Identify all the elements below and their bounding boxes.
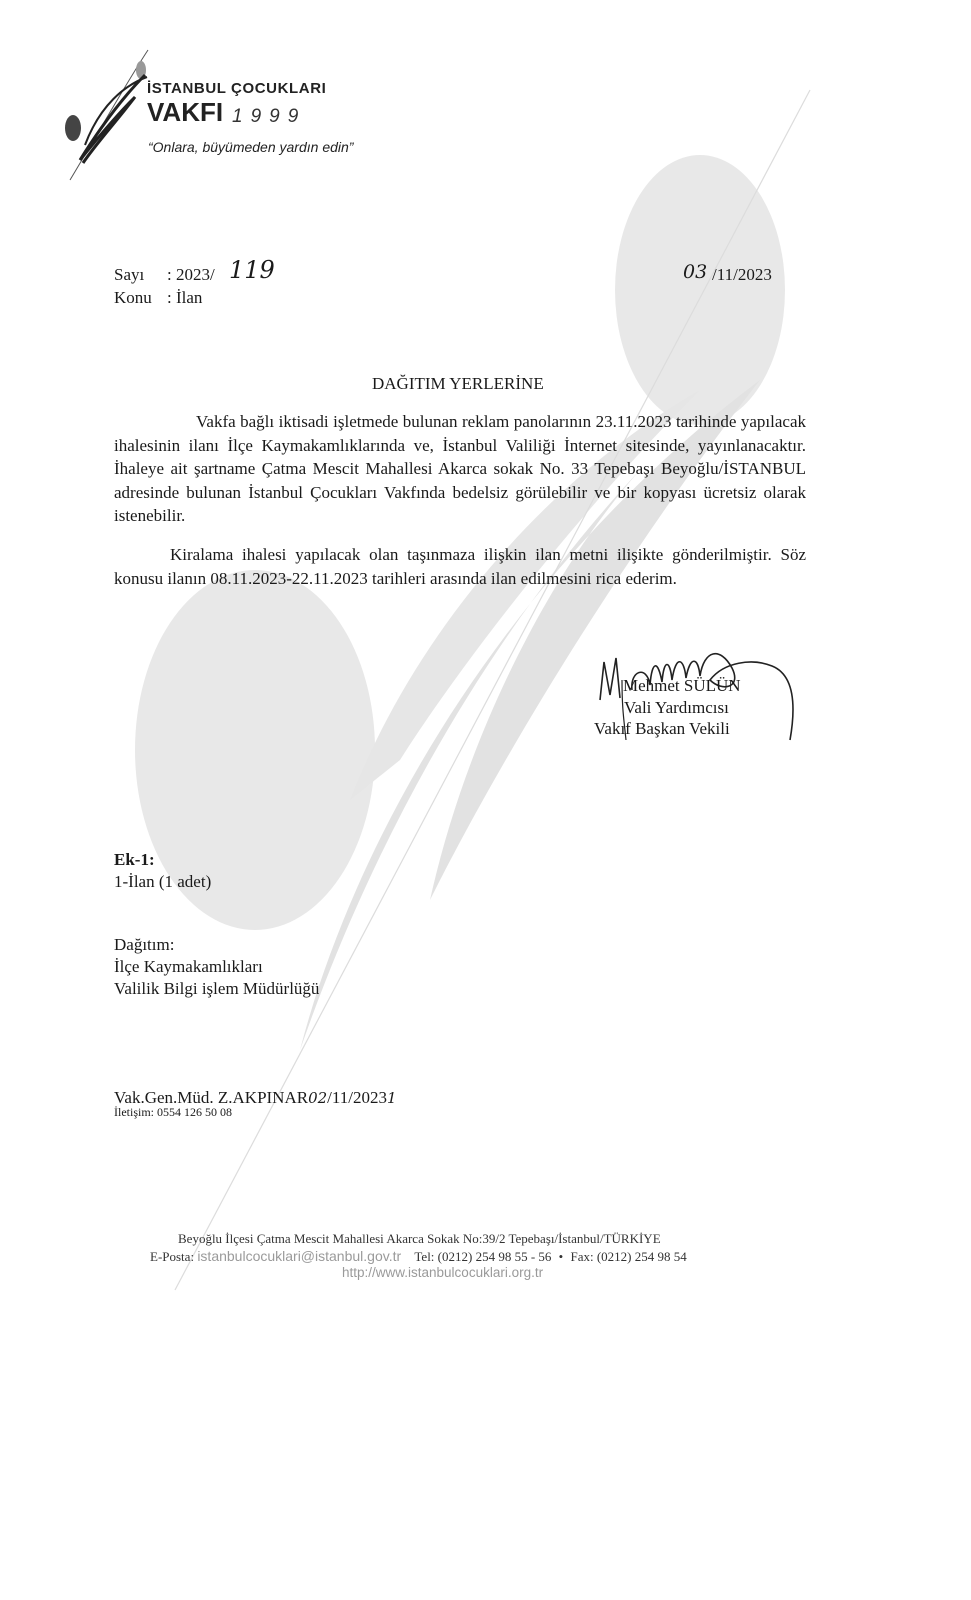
distribution-heading: DAĞITIM YERLERİNE [372, 374, 544, 393]
sayi-value: : 2023/ [167, 265, 215, 284]
reference-handwritten-day: 02 [308, 1089, 328, 1107]
date-handwritten-day: 03 [683, 261, 708, 283]
footer-email[interactable]: istanbulcocuklari@istanbul.gov.tr [197, 1248, 402, 1264]
footer-contact-line [150, 1248, 687, 1265]
watermark-ellipse-top [615, 155, 785, 425]
distribution-item-2: Valilik Bilgi işlem Müdürlüğü [114, 979, 320, 998]
footer-bullet: • [558, 1249, 564, 1264]
footer-website[interactable]: http://www.istanbulcocuklari.org.tr [342, 1265, 544, 1280]
signatory-name: Mehmet SÜLÜN [623, 676, 741, 695]
footer-email-label: E-Posta: [150, 1249, 195, 1264]
contact-phone: İletişim: 0554 126 50 08 [114, 1105, 232, 1119]
foundation-logo-icon [55, 45, 155, 185]
konu-label: Konu [114, 288, 152, 307]
org-slogan: “Onlara, büyümeden yardın edin” [148, 139, 354, 155]
sayi-label: Sayı [114, 265, 145, 284]
distribution-item-1: İlçe Kaymakamlıkları [114, 957, 263, 976]
footer-fax: Fax: (0212) 254 98 54 [570, 1249, 687, 1264]
body-paragraph-1-text: Vakfa bağlı iktisadi işletmede bulunan reklam panolarının 23.11.2023 tarihinde yapılacak ihalesinin ilanı İlçe Kaymakamlıklarında ve, İstanbul Valiliği İnternet sitesinde, yayınlanacaktır. İhaleye ait şartname Çatma Mescit Mahallesi Akarca sokak No. 33 Tepebaşı Beyoğlu/İSTANBUL adresinde bulunan İstanbul Çocukları Vakfında bedelsiz görülebilir ve bir kopyası ücretsiz olarak istenebilir. [114, 412, 806, 525]
attachments-label: Ek-1: [114, 850, 155, 869]
date-value: /11/2023 [712, 265, 772, 284]
body-paragraph-2 [114, 543, 806, 590]
reference-date: /11/2023 [327, 1088, 387, 1107]
signatory-title: Vali Yardımcısı [624, 698, 729, 717]
org-name-line2: VAKFI [147, 97, 224, 127]
sayi-handwritten: 119 [229, 256, 275, 284]
org-name-line1: İSTANBUL ÇOCUKLARI [147, 80, 327, 97]
reference-handwritten-suffix: 1 [387, 1089, 397, 1107]
konu-value: : İlan [167, 288, 203, 307]
distribution-label: Dağıtım: [114, 935, 175, 954]
footer-address: Beyoğlu İlçesi Çatma Mescit Mahallesi Akarca Sokak No:39/2 Tepebaşı/İstanbul/TÜRKİYE [178, 1231, 661, 1246]
body-paragraph-2-text: Kiralama ihalesi yapılacak olan taşınmaza ilişkin ilan metni ilişikte gönderilmiştir. Söz konusu ilanın 08.11.2023-22.11.2023 tarihleri arasında ilan edilmesini rica ederim. [114, 545, 806, 588]
body-paragraph-1 [114, 410, 806, 528]
footer-phone: Tel: (0212) 254 98 55 - 56 [414, 1249, 552, 1264]
org-founding-year: 1999 [232, 106, 307, 127]
signatory-role: Vakıf Başkan Vekili [594, 719, 730, 738]
attachment-item: 1-İlan (1 adet) [114, 872, 212, 891]
reference-text: Vak.Gen.Müd. Z.AKPINAR [114, 1088, 309, 1107]
